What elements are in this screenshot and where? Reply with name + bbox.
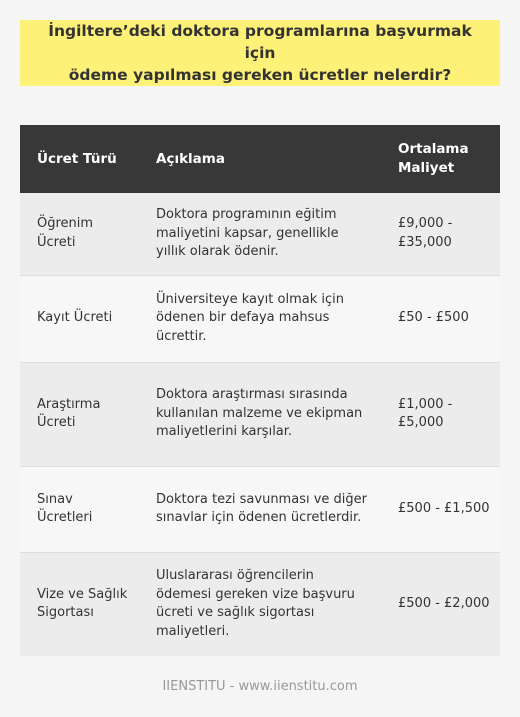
cell-fee-type: Kayıt Ücreti <box>20 275 139 362</box>
cell-cost: £500 - £2,000 <box>381 552 500 656</box>
header-average-cost: Ortalama Maliyet <box>381 125 500 193</box>
header-description: Açıklama <box>139 125 381 193</box>
table-row <box>20 466 500 552</box>
cell-description: Doktora araştırması sırasında kullanılan malzeme ve ekipman maliyetlerini karşılar. <box>139 362 381 466</box>
cell-fee-type: Vize ve Sağlık Sigortası <box>20 552 139 656</box>
cell-cost: £9,000 - £35,000 <box>381 193 500 275</box>
fees-table <box>20 125 500 656</box>
table-row <box>20 193 500 275</box>
cell-fee-type: Sınav Ücretleri <box>20 466 139 552</box>
cell-fee-type: Öğrenim Ücreti <box>20 193 139 275</box>
cell-description: Uluslararası öğrencilerin ödemesi gereken vize başvuru ücreti ve sağlık sigortası maliyetleri. <box>139 552 381 656</box>
table-header-row <box>20 125 500 193</box>
title-line-1: İngiltere’deki doktora programlarına başvurmak için <box>48 22 472 62</box>
page-title <box>34 20 486 86</box>
footer-credit: IIENSTITU - www.iienstitu.com <box>162 679 358 694</box>
title-line-2: ödeme yapılması gereken ücretler nelerdir? <box>68 66 452 84</box>
cell-description: Doktora programının eğitim maliyetini kapsar, genellikle yıllık olarak ödenir. <box>139 193 381 275</box>
cell-description: Üniversiteye kayıt olmak için ödenen bir defaya mahsus ücrettir. <box>139 275 381 362</box>
header-fee-type: Ücret Türü <box>20 125 139 193</box>
cell-cost: £50 - £500 <box>381 275 500 362</box>
title-banner <box>20 20 500 86</box>
cell-cost: £1,000 - £5,000 <box>381 362 500 466</box>
cell-cost: £500 - £1,500 <box>381 466 500 552</box>
table-row <box>20 362 500 466</box>
table-row <box>20 552 500 656</box>
cell-fee-type: Araştırma Ücreti <box>20 362 139 466</box>
cell-description: Doktora tezi savunması ve diğer sınavlar için ödenen ücretlerdir. <box>139 466 381 552</box>
table-row <box>20 275 500 362</box>
